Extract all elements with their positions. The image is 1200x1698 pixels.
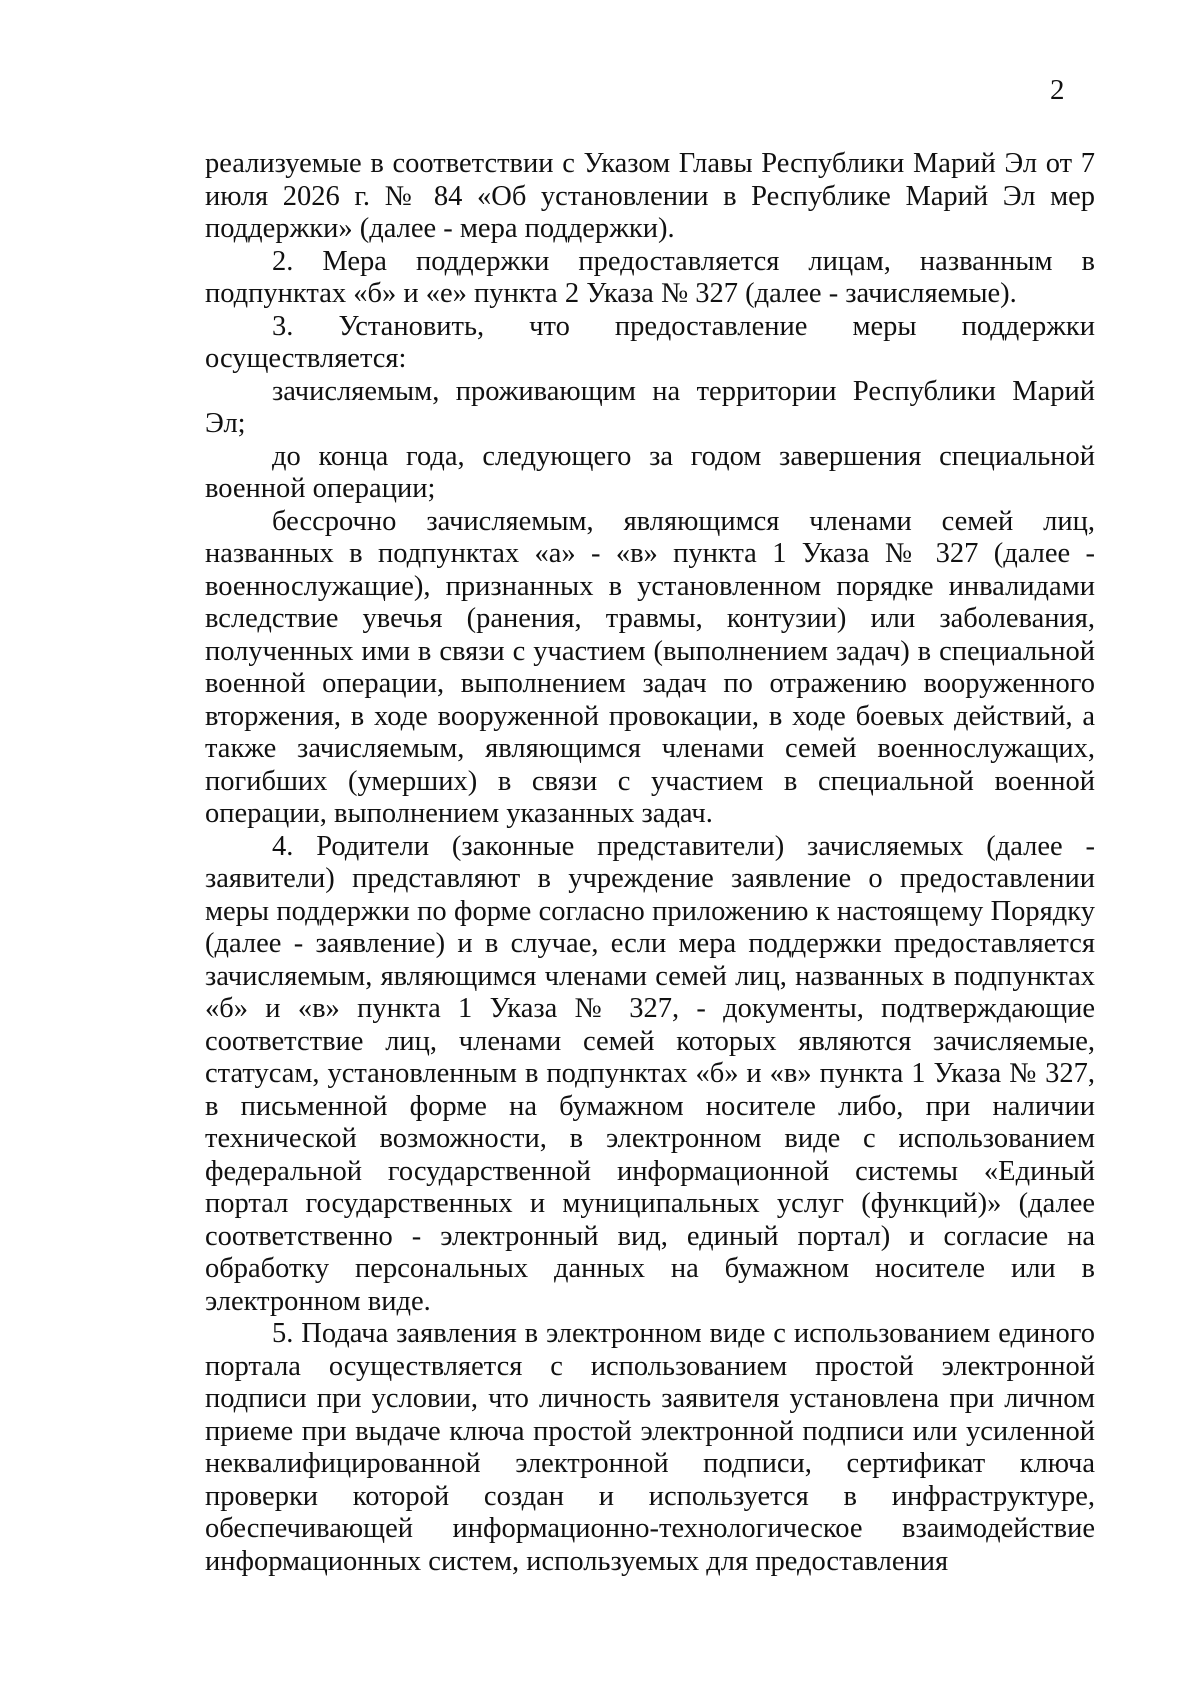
document-body bbox=[205, 148, 1095, 1578]
paragraph-continuation: реализуемые в соответствии с Указом Главы Республики Марий Эл от 7 июля 2026 г. № 84 «Об установлении в Республике Марий Эл мер поддержки» (далее - мера поддержки). bbox=[205, 148, 1095, 244]
paragraph-item-3-indefinite: бессрочно зачисляемым, являющимся членами семей лиц, названных в подпунктах «а» - «в» пункта 1 Указа № 327 (далее - военнослужащие), признанных в установленном порядке инвалидами вследствие увечья (ранения, травмы, контузии) или заболевания, полученных ими в связи с участием (выполнением задач) в специальной военной операции, выполнением задач по отражению вооруженного вторжения, в ходе вооруженной провокации, в ходе боевых действий, а также зачисляемым, являющимся членами семей военнослужащих, погибших (умерших) в связи с участием в специальной военной операции, выполнением указанных задач. bbox=[205, 505, 1095, 829]
paragraph-item-3-residents: зачисляемым, проживающим на территории Республики Марий Эл; bbox=[205, 375, 1095, 439]
paragraph-item-4: 4. Родители (законные представители) зачисляемых (далее - заявители) представляют в учреждение заявление о предоставлении меры поддержки по форме согласно приложению к настоящему Порядку (далее - заявление) и в случае, если мера поддержки предоставляется зачисляемым, являющимся членами семей лиц, названных в подпунктах «б» и «в» пункта 1 Указа № 327, - документы, подтверждающие соответствие лиц, членами семей которых являются зачисляемые, статусам, установленным в подпунктах «б» и «в» пункта 1 Указа № 327, в письменной форме на бумажном носителе либо, при наличии технической возможности, в электронном виде с использованием федеральной государственной информационной системы «Единый портал государственных и муниципальных услуг (функций)» (далее соответственно - электронный вид, единый портал) и согласие на обработку персональных данных на бумажном носителе или в электронном виде. bbox=[205, 830, 1095, 1317]
page-number: 2 bbox=[1050, 74, 1065, 106]
paragraph-item-3-term: до конца года, следующего за годом завершения специальной военной операции; bbox=[205, 440, 1095, 504]
paragraph-item-3: 3. Установить, что предоставление меры поддержки осуществляется: bbox=[205, 310, 1095, 374]
paragraph-item-2: 2. Мера поддержки предоставляется лицам, названным в подпунктах «б» и «е» пункта 2 Указа № 327 (далее - зачисляемые). bbox=[205, 245, 1095, 309]
paragraph-item-5: 5. Подача заявления в электронном виде с использованием единого портала осуществляется с использованием простой электронной подписи при условии, что личность заявителя установлена при личном приеме при выдаче ключа простой электронной подписи или усиленной неквалифицированной электронной подписи, сертификат ключа проверки которой создан и используется в инфраструктуре, обеспечивающей информационно-технологическое взаимодействие информационных систем, используемых для предоставления bbox=[205, 1318, 1095, 1577]
